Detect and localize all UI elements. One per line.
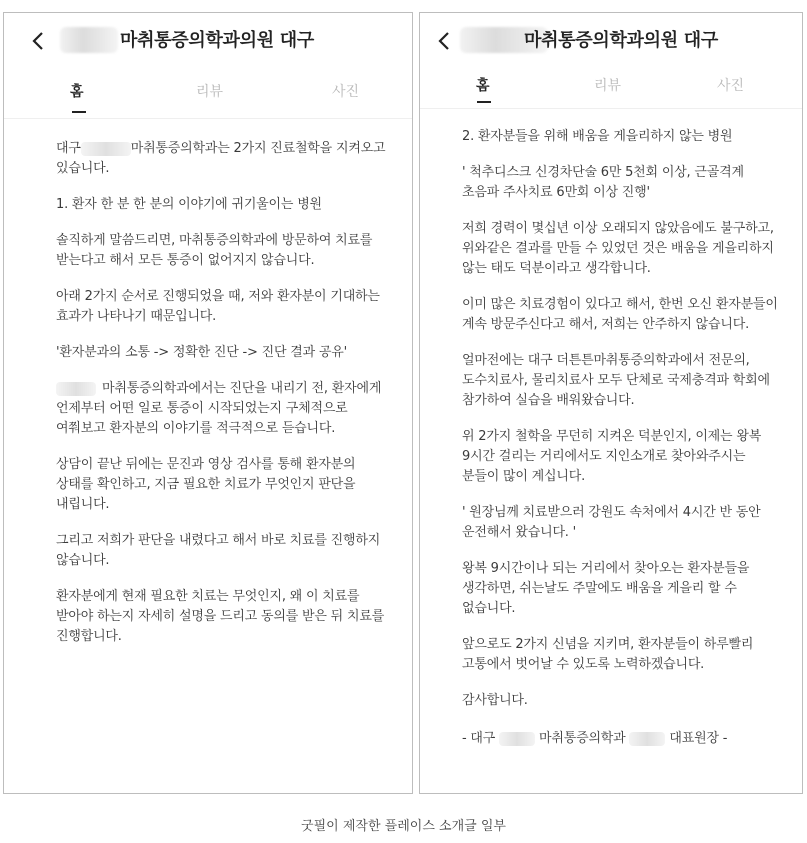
app-header xyxy=(420,13,802,67)
paragraph: ' 원장님께 치료받으러 강원도 속처에서 4시간 반 동안 운전해서 왔습니다. ' xyxy=(462,505,761,540)
paragraph: 왕복 9시간이나 되는 거리에서 찾아오는 환자분들을 생각하면, 쉬는날도 주말에도 배움을 게을리 할 수 없습니다. xyxy=(462,561,750,616)
paragraph: 저희 경력이 몇십년 이상 오래되지 않았음에도 불구하고, 위와같은 결과를 만들 수 있었던 것은 배움을 게을리하지 않는 태도 덕분이라고 생각합니다. xyxy=(462,221,774,276)
right-screenshot xyxy=(419,12,803,794)
paragraph: 1. 환자 한 분 한 분의 이야기에 귀기울이는 병원 xyxy=(56,197,322,212)
active-tab-indicator xyxy=(477,101,491,103)
tab-home[interactable]: 홈 xyxy=(70,84,84,100)
paragraph: 이미 많은 치료경험이 있다고 해서, 한번 오신 환자분들이 계속 방문주신다고 해서, 저희는 안주하지 않습니다. xyxy=(462,297,778,332)
active-tab-indicator xyxy=(72,111,86,113)
intro-text xyxy=(4,139,412,663)
paragraph: 2. 환자분들을 위해 배움을 게을리하지 않는 병원 xyxy=(462,129,733,144)
paragraph: 감사합니다. xyxy=(462,693,528,708)
intro-text xyxy=(420,127,802,746)
paragraph: '환자분과의 소통 -> 정확한 진단 -> 진단 결과 공유' xyxy=(56,345,348,360)
image-caption: 굿필이 제작한 플레이스 소개글 일부 xyxy=(301,819,506,834)
tab-photo[interactable]: 사진 xyxy=(717,78,745,94)
blurred-name xyxy=(629,732,665,746)
page-title: 마취통증의학과의원 대구 xyxy=(120,30,314,51)
blurred-name xyxy=(499,732,535,746)
paragraph: 상담이 끝난 뒤에는 문진과 영상 검사를 통해 환자분의 상태를 확인하고, 지금 필요한 치료가 무엇인지 판단을 내립니다. xyxy=(56,457,356,512)
paragraph: 대구 마취통증의학과는 2가지 진료철학을 지켜오고 있습니다. xyxy=(56,141,386,176)
signature: - 대구 마취통증의학과 대표원장 - xyxy=(462,731,728,746)
back-arrow-icon[interactable] xyxy=(30,31,48,49)
tab-review[interactable]: 리뷰 xyxy=(594,78,622,94)
back-arrow-icon[interactable] xyxy=(436,31,454,49)
page-title: 마취통증의학과의원 대구 xyxy=(524,30,718,51)
paragraph: 얼마전에는 대구 더튼튼마취통증의학과에서 전문의, 도수치료사, 물리치료사 모두 단체로 국제충격파 학회에 참가하여 실습을 배워왔습니다. xyxy=(462,353,770,408)
tab-photo[interactable]: 사진 xyxy=(332,84,360,100)
app-header xyxy=(4,13,412,67)
tab-review[interactable]: 리뷰 xyxy=(196,84,224,100)
paragraph: 아래 2가지 순서로 진행되었을 때, 저와 환자분이 기대하는 효과가 나타나기 때문입니다. xyxy=(56,289,380,324)
tab-bar xyxy=(420,67,802,109)
blurred-name xyxy=(56,382,96,396)
paragraph: 환자분에게 현재 필요한 치료는 무엇인지, 왜 이 치료를 받아야 하는지 자세히 설명을 드리고 동의를 받은 뒤 치료를 진행합니다. xyxy=(56,589,385,644)
paragraph: 앞으로도 2가지 신념을 지키며, 환자분들이 하루빨리 고통에서 벗어날 수 있도록 노력하겠습니다. xyxy=(462,637,754,672)
left-screenshot xyxy=(3,12,413,794)
paragraph: ' 척추디스크 신경차단술 6만 5천회 이상, 근골격계 초음파 주사치료 6만회 이상 진행' xyxy=(462,165,744,200)
paragraph: 그리고 저희가 판단을 내렸다고 해서 바로 치료를 진행하지 않습니다. xyxy=(56,533,381,568)
blurred-name xyxy=(81,142,131,156)
blurred-clinic-name xyxy=(60,27,118,53)
tab-bar xyxy=(4,67,412,119)
paragraph: 위 2가지 철학을 무던히 지켜온 덕분인지, 이제는 왕복 9시간 걸리는 거리에서도 지인소개로 찾아와주시는 분들이 많이 계십니다. xyxy=(462,429,762,484)
paragraph: 솔직하게 말씀드리면, 마취통증의학과에 방문하여 치료를 받는다고 해서 모든 통증이 없어지지 않습니다. xyxy=(56,233,373,268)
paragraph: 마취통증의학과에서는 진단을 내리기 전, 환자에게 언제부터 어떤 일로 통증이 시작되었는지 구체적으로 여쭤보고 환자분의 이야기를 적극적으로 듣습니다. xyxy=(56,381,382,436)
tab-home[interactable]: 홈 xyxy=(476,78,490,94)
